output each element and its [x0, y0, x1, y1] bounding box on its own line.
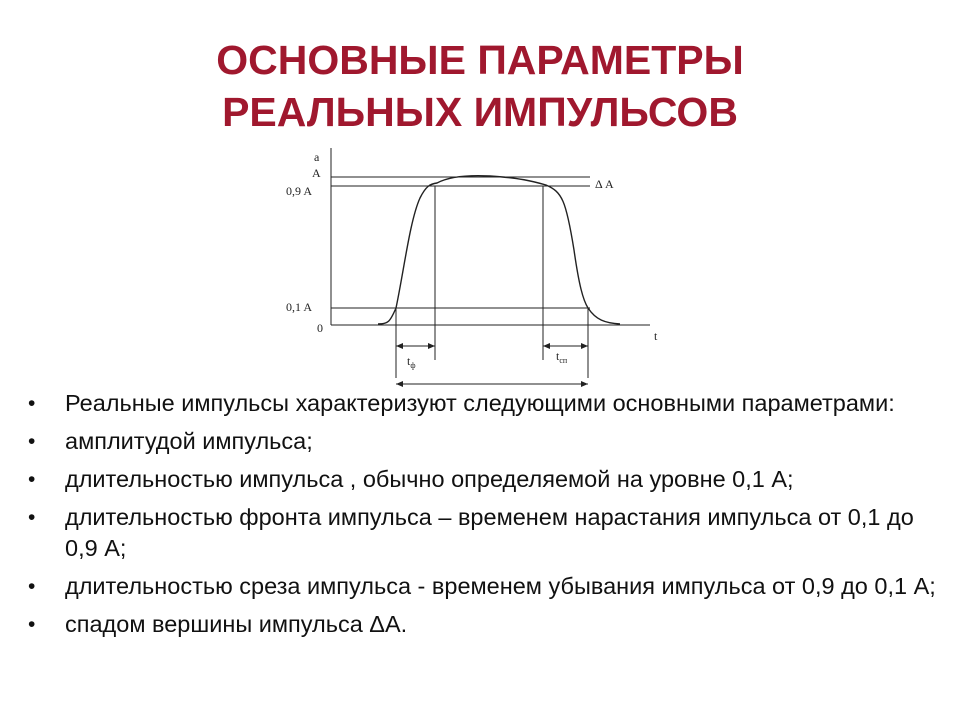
label-rise-time	[407, 354, 416, 370]
duration-arrow-head-left	[396, 381, 403, 387]
title-line-2: РЕАЛЬНЫХ ИМПУЛЬСОВ	[222, 89, 738, 135]
label-A: A	[312, 166, 321, 180]
list-item	[28, 388, 948, 419]
duration-arrow-head-right	[581, 381, 588, 387]
list-item	[28, 426, 948, 457]
list-item-text: длительностью импульса , обычно определяемой на уровне 0,1 А;	[65, 466, 794, 492]
list-item-text: амплитудой импульса;	[65, 428, 313, 454]
label-rise-time-main: t	[407, 354, 411, 368]
label-fall-time-sub: сп	[559, 356, 568, 365]
label-t: t	[654, 329, 658, 343]
list-item	[28, 609, 948, 640]
label-fall-time	[556, 349, 568, 365]
list-item-text: спадом вершины импульса ΔА.	[65, 611, 408, 637]
label-a: a	[314, 150, 320, 164]
pulse-diagram	[270, 140, 690, 390]
label-09A: 0,9 A	[286, 184, 313, 198]
list-item-text: длительностью среза импульса - временем убывания импульса от 0,9 до 0,1 А;	[65, 573, 936, 599]
bullet-icon: •	[28, 506, 36, 529]
fall-arrow-head-left	[543, 343, 550, 349]
slide-title	[0, 34, 960, 138]
rise-arrow-head-left	[396, 343, 403, 349]
bullet-icon: •	[28, 613, 36, 636]
label-0: 0	[317, 321, 323, 335]
bullet-icon: •	[28, 430, 36, 453]
list-item	[28, 502, 948, 564]
list-item-text: длительностью фронта импульса – временем нарастания импульса от 0,1 до 0,9 А;	[65, 504, 914, 561]
label-rise-time-sub: ф	[410, 361, 416, 370]
bullet-icon: •	[28, 575, 36, 598]
rise-arrow-head-right	[428, 343, 435, 349]
bullet-icon: •	[28, 392, 36, 415]
pulse-curve	[378, 176, 620, 324]
title-line-1: ОСНОВНЫЕ ПАРАМЕТРЫ	[216, 37, 744, 83]
list-item	[28, 464, 948, 495]
label-delta-A: Δ A	[595, 177, 614, 191]
label-01A: 0,1 A	[286, 300, 313, 314]
label-fall-time-main: t	[556, 349, 560, 363]
bullet-icon: •	[28, 468, 36, 491]
list-item-text: Реальные импульсы характеризуют следующими основными параметрами:	[65, 390, 895, 416]
list-item	[28, 571, 948, 602]
parameter-list	[28, 388, 948, 647]
fall-arrow-head-right	[581, 343, 588, 349]
